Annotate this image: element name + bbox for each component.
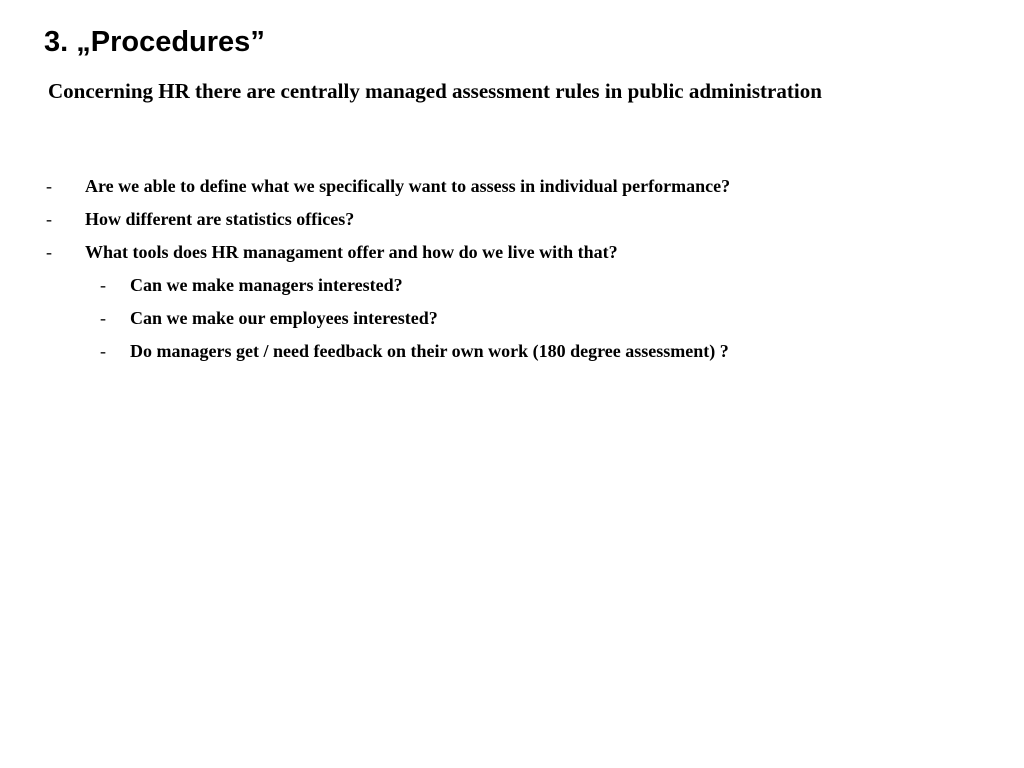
bullet-item [46,170,986,203]
bullet-text: How different are statistics offices? [85,209,355,229]
bullet-dash: - [46,209,52,229]
sub-bullet-text: Can we make managers interested? [130,275,403,295]
sub-bullet-item [46,302,986,335]
bullet-dash: - [100,341,106,361]
sub-bullet-text: Can we make our employees interested? [130,308,438,328]
bullet-text: What tools does HR managament offer and how do we live with that? [85,242,618,262]
sub-bullet-text: Do managers get / need feedback on their own work (180 degree assessment) ? [130,341,729,361]
sub-bullet-item [46,335,986,368]
bullet-item [46,236,986,269]
bullet-dash: - [46,176,52,196]
sub-bullet-item [46,269,986,302]
bullet-text: Are we able to define what we specifically want to assess in individual performance? [85,176,731,196]
slide-title: 3. „Procedures” [44,26,265,58]
bullet-list [46,170,986,368]
bullet-dash: - [46,242,52,262]
intro-paragraph: Concerning HR there are centrally managed assessment rules in public administration [48,79,822,103]
bullet-dash: - [100,275,106,295]
bullet-item [46,203,986,236]
bullet-dash: - [100,308,106,328]
